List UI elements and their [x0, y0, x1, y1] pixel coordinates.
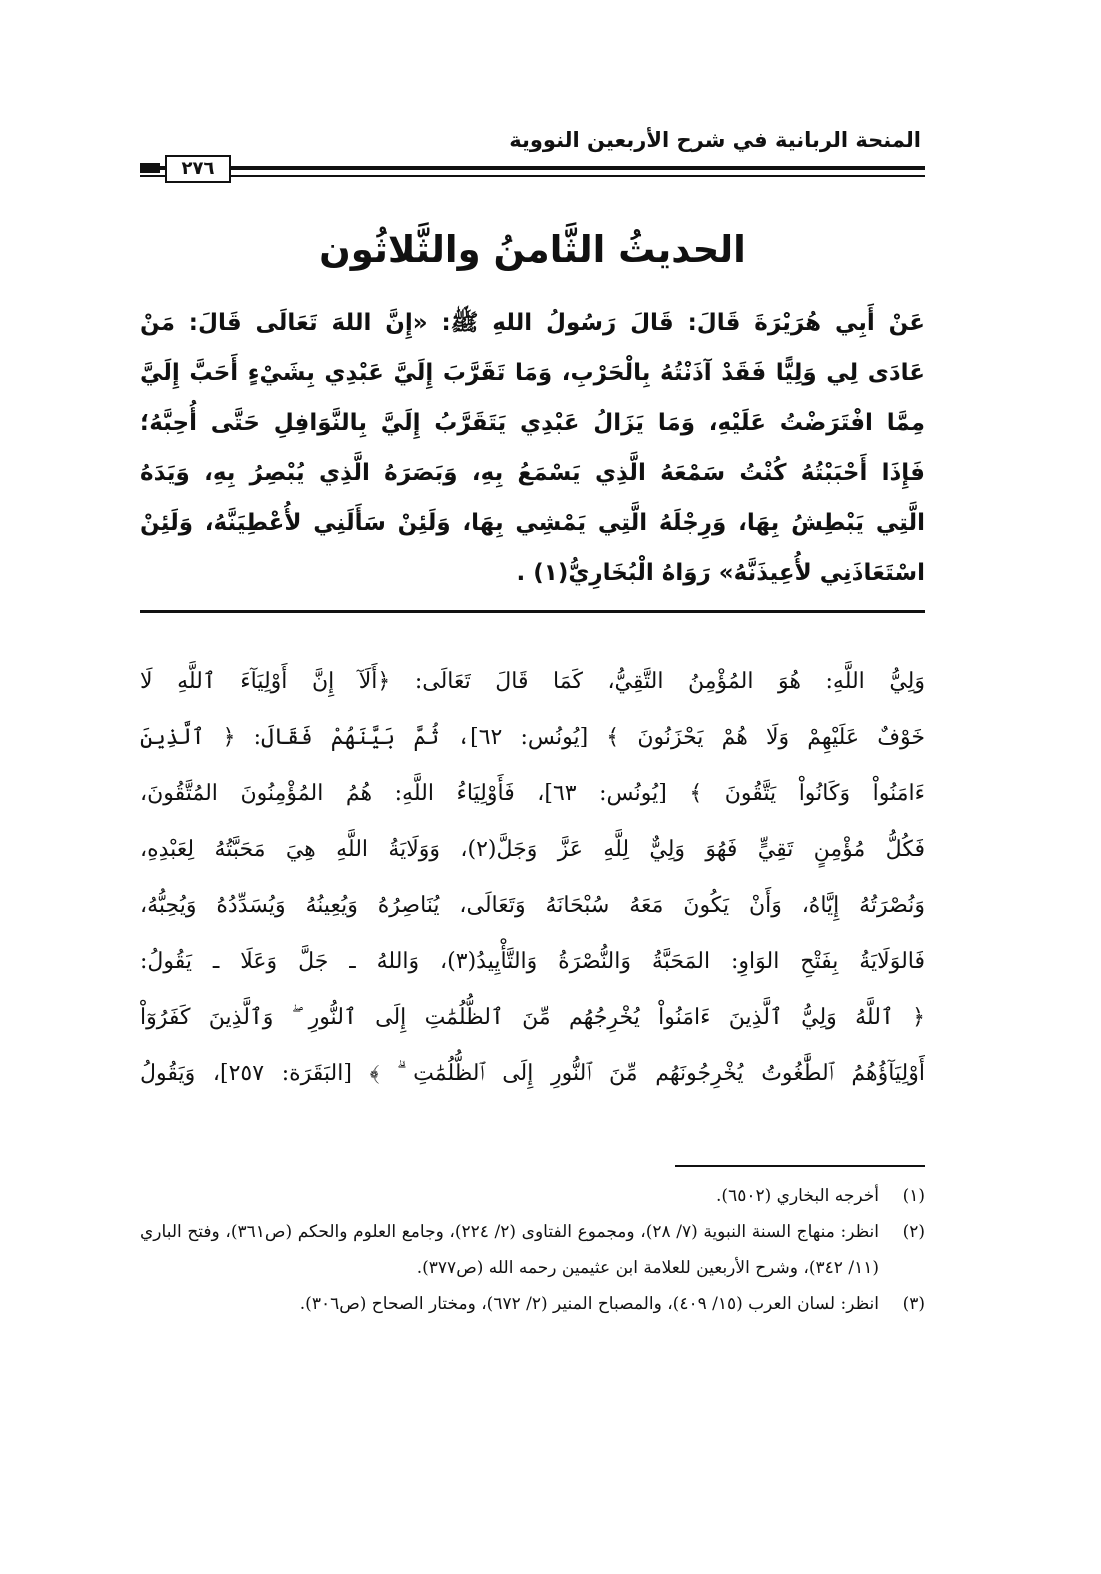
footnote-mark: (٣) [902, 1294, 925, 1314]
page-number: ٢٧٦ [165, 155, 231, 183]
section-divider [140, 610, 925, 613]
hadith-line: فَإِذَا أَحْبَبْتُهُ كُنْتُ سَمْعَهُ الَّذِي يَسْمَعُ بِهِ، وَبَصَرَهُ الَّذِي يُبْصِرُ بِهِ، وَيَدَهُ [140, 460, 925, 486]
header-rule-thin [140, 175, 925, 177]
footnote [140, 1286, 925, 1322]
hadith-line: اسْتَعَاذَنِي لأُعِيذَنَّهُ» رَوَاهُ الْبُخَارِيُّ(١) . [516, 560, 925, 586]
footnotes [140, 1178, 925, 1322]
hadith-line: عَنْ أَبِي هُرَيْرَةَ قَالَ: قَالَ رَسُولُ اللهِ ﷺ: «إِنَّ اللهَ تَعَالَى قَالَ: مَنْ [140, 310, 925, 336]
hadith-line: عَادَى لِي وَلِيًّا فَقَدْ آذَنْتُهُ بِالْحَرْبِ، وَمَا تَقَرَّبَ إِلَيَّ عَبْدِي بِشَيْءٍ أَحَبَّ إِلَيَّ [140, 360, 925, 386]
commentary-line: أَوْلِيَآؤُهُمُ ٱلطَّٰغُوتُ يُخْرِجُونَهُم مِّنَ ٱلنُّورِ إِلَى ٱلظُّلُمَٰتِ ۗ ﴾ [البَقَرَة: ٢٥٧]، وَيَقُولُ [140, 1061, 925, 1086]
header-dash-mark-top [140, 163, 160, 166]
header-dash-mark-bottom [140, 170, 160, 173]
footnote [140, 1214, 925, 1286]
commentary-line: ءَامَنُواْ وَكَانُواْ يَتَّقُونَ ﴾ [يُونُس: ٦٣]، فَأَوْلِيَاءُ اللَّهِ: هُمُ المُؤْمِنُونَ المُتَّقُونَ، [140, 781, 925, 806]
commentary-line: ﴿ ٱللَّهُ وَلِيُّ ٱلَّذِينَ ءَامَنُواْ يُخْرِجُهُم مِّنَ ٱلظُّلُمَٰتِ إِلَى ٱلنُّورِ ۖ وَٱلَّذِينَ كَفَرُوٓاْ [140, 1005, 925, 1030]
footnote-separator [675, 1165, 925, 1167]
footnote-text: انظر: لسان العرب (١٥/ ٤٠٩)، والمصباح المنير (٢/ ٦٧٢)، ومختار الصحاح (ص٣٠٦). [299, 1294, 879, 1314]
hadith-line: مِمَّا افْتَرَضْتُ عَلَيْهِ، وَمَا يَزَالُ عَبْدِي يَتَقَرَّبُ إِلَيَّ بِالنَّوَافِلِ حَتَّى أُحِبَّهُ؛ [140, 410, 925, 436]
footnote-text: انظر: منهاج السنة النبوية (٧/ ٢٨)، ومجموع الفتاوى (٢/ ٢٢٤)، وجامع العلوم والحكم (ص٣٦١)، وفتح الباري (١١/ ٣٤٢)، وشرح الأربعين للعلامة ابن عثيمين رحمه الله (ص٣٧٧). [140, 1222, 879, 1278]
footnote-text: أخرجه البخاري (٦٥٠٢). [716, 1186, 879, 1206]
commentary-line: فَالوَلَايَةُ بِفَتْحِ الوَاوِ: المَحَبَّةُ وَالنُّصْرَةُ وَالتَّأْيِيدُ(٣)، وَاللهُ ـ جَلَّ وَعَلَا ـ يَقُولُ: [140, 949, 925, 974]
running-title: المنحة الربانية في شرح الأربعين النووية [509, 128, 921, 152]
commentary-line: وَنُصْرَتُهُ إِيَّاهُ، وَأَنْ يَكُونَ مَعَهُ سُبْحَانَهُ وَتَعَالَى، يُنَاصِرُهُ وَيُعِينُهُ وَيُسَدِّدُهُ وَيُحِبُّهُ، [140, 893, 925, 918]
commentary-text [140, 654, 925, 1102]
commentary-line: وَلِيُّ اللَّهِ: هُوَ المُؤْمِنُ التَّقِيُّ، كَمَا قَالَ تَعَالَى: ﴿أَلَآ إِنَّ أَوْلِيَآءَ ٱللَّهِ لَا [140, 669, 925, 694]
header-rule-thick [140, 166, 925, 170]
footnote [140, 1178, 925, 1214]
hadith-title: الحديثُ الثَّامنُ والثَّلاثُون [319, 228, 746, 271]
hadith-line: الَّتِي يَبْطِشُ بِهَا، وَرِجْلَهُ الَّتِي يَمْشِي بِهَا، وَلَئِنْ سَأَلَنِي لأُعْطِيَنَّهُ، وَلَئِنْ [140, 510, 925, 536]
hadith-text [140, 298, 925, 598]
footnote-mark: (٢) [902, 1222, 925, 1242]
footnote-mark: (١) [902, 1186, 925, 1206]
commentary-line: خَوْفٌ عَلَيْهِمْ وَلَا هُمْ يَحْزَنُونَ ﴾ [يُونُس: ٦٢]، ثُمَّ بَيَّنَهُمْ فَقَالَ: ﴿ ٱلَّذِينَ [140, 725, 925, 750]
commentary-line: فَكُلُّ مُؤْمِنٍ تَقِيٍّ فَهُوَ وَلِيٌّ لِلَّهِ عَزَّ وَجَلَّ(٢)، وَوَلَايَةُ اللَّهِ هِيَ مَحَبَّتُهُ لِعَبْدِهِ، [140, 837, 925, 862]
